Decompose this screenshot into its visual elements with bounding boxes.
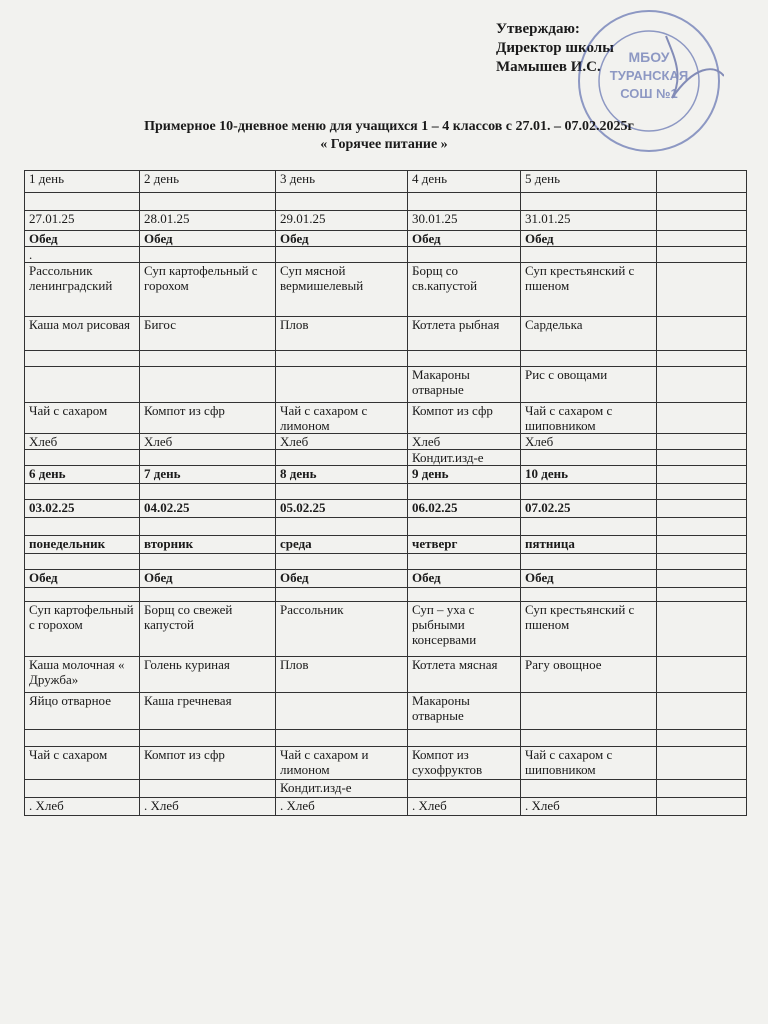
w2-bread-2: . Хлеб (140, 798, 276, 816)
w2-day-7: 7 день (140, 466, 276, 484)
w1-drink-2: Компот из сфр (140, 403, 276, 434)
week1-soup-row (25, 263, 747, 317)
w2-main-5: Рагу овощное (521, 657, 657, 693)
w1-date-1: 27.01.25 (25, 211, 140, 231)
w2-date-2: 04.02.25 (140, 500, 276, 518)
w1-dot: . (25, 247, 140, 263)
w2-day-9: 9 день (408, 466, 521, 484)
w2-weekday-1: понедельник (25, 536, 140, 554)
w1-drink-1: Чай с сахаром (25, 403, 140, 434)
w1-meal-4: Обед (408, 231, 521, 247)
w1-side-4: Макароны отварные (408, 367, 521, 403)
w1-date-2: 28.01.25 (140, 211, 276, 231)
week2-main-row (25, 657, 747, 693)
w2-meal-2: Обед (140, 570, 276, 588)
w2-main-4: Котлета мясная (408, 657, 521, 693)
menu-table (24, 170, 747, 816)
w2-main-3: Плов (276, 657, 408, 693)
w1-soup-2: Суп картофельный с горохом (140, 263, 276, 317)
w1-bread-3: Хлеб (276, 434, 408, 450)
w1-meal-3: Обед (276, 231, 408, 247)
spacer-row (25, 554, 747, 570)
w1-main-1: Каша мол рисовая (25, 317, 140, 351)
w2-date-3: 05.02.25 (276, 500, 408, 518)
w1-date-3: 29.01.25 (276, 211, 408, 231)
w2-weekday-2: вторник (140, 536, 276, 554)
w1-meal-5: Обед (521, 231, 657, 247)
approval-line-1: Утверждаю: (496, 21, 580, 37)
w2-bread-1: . Хлеб (25, 798, 140, 816)
w1-drink-3: Чай с сахаром с лимоном (276, 403, 408, 434)
w2-extra: Кондит.изд-е (276, 780, 408, 798)
w2-meal-4: Обед (408, 570, 521, 588)
spacer-row (25, 518, 747, 536)
approval-line-3: Мамышев И.С. (496, 59, 601, 75)
w2-meal-5: Обед (521, 570, 657, 588)
seal-text-mid: ТУРАНСКАЯ (609, 68, 689, 83)
week1-days-row (25, 171, 747, 193)
week1-side-row (25, 367, 747, 403)
w2-date-1: 03.02.25 (25, 500, 140, 518)
w1-bread-4: Хлеб (408, 434, 521, 450)
w1-extra: Кондит.изд-е (408, 450, 521, 466)
w1-soup-4: Борщ со св.капустой (408, 263, 521, 317)
w2-weekday-4: четверг (408, 536, 521, 554)
w2-day-6: 6 день (25, 466, 140, 484)
w1-main-2: Бигос (140, 317, 276, 351)
week1-drink-row (25, 403, 747, 434)
week2-drink-row (25, 747, 747, 780)
w2-date-5: 07.02.25 (521, 500, 657, 518)
w2-side-2: Каша гречневая (140, 693, 276, 730)
w1-day-5: 5 день (521, 171, 657, 193)
w2-drink-1: Чай с сахаром (25, 747, 140, 780)
w2-main-2: Голень куриная (140, 657, 276, 693)
w1-meal-1: Обед (25, 231, 140, 247)
w2-soup-1: Суп картофельный с горохом (25, 602, 140, 657)
spacer-row (25, 193, 747, 211)
seal-text-bot: СОШ №1 (620, 86, 678, 101)
menu-title (0, 118, 768, 154)
w2-date-4: 06.02.25 (408, 500, 521, 518)
w1-day-3: 3 день (276, 171, 408, 193)
w1-side-5: Рис с овощами (521, 367, 657, 403)
w1-bread-2: Хлеб (140, 434, 276, 450)
week2-side-row (25, 693, 747, 730)
menu-title-line-1: Примерное 10-дневное меню для учащихся 1 – 4 классов с 27.01. – 07.02.2025г (144, 119, 634, 134)
w2-bread-5: . Хлеб (521, 798, 657, 816)
spacer-row (25, 351, 747, 367)
w2-side-5 (521, 693, 657, 730)
week1-meal-row (25, 231, 747, 247)
w2-soup-2: Борщ со свежей капустой (140, 602, 276, 657)
approval-line-2: Директор школы (496, 40, 614, 56)
w1-main-3: Плов (276, 317, 408, 351)
w1-main-5: Сарделька (521, 317, 657, 351)
w1-side-1 (25, 367, 140, 403)
w2-bread-3: . Хлеб (276, 798, 408, 816)
week1-bread-row (25, 434, 747, 450)
w1-soup-5: Суп крестьянский с пшеном (521, 263, 657, 317)
seal-text-top: МБОУ (628, 49, 670, 65)
w2-meal-1: Обед (25, 570, 140, 588)
w1-date-4: 30.01.25 (408, 211, 521, 231)
spacer-row (25, 730, 747, 747)
w2-side-3 (276, 693, 408, 730)
w2-soup-4: Суп – уха с рыбными консервами (408, 602, 521, 657)
w1-date-5: 31.01.25 (521, 211, 657, 231)
spacer-row (25, 484, 747, 500)
w1-main-4: Котлета рыбная (408, 317, 521, 351)
week1-main-row (25, 317, 747, 351)
w1-side-2 (140, 367, 276, 403)
week2-dates-row (25, 500, 747, 518)
week2-soup-row (25, 602, 747, 657)
w1-meal-2: Обед (140, 231, 276, 247)
spacer-row (25, 588, 747, 602)
w2-drink-4: Компот из сухофруктов (408, 747, 521, 780)
w1-soup-3: Суп мясной вермишелевый (276, 263, 408, 317)
w2-meal-3: Обед (276, 570, 408, 588)
w2-side-4: Макароны отварные (408, 693, 521, 730)
w1-day-4: 4 день (408, 171, 521, 193)
week1-dates-row (25, 211, 747, 231)
w2-side-1: Яйцо отварное (25, 693, 140, 730)
w1-side-3 (276, 367, 408, 403)
w2-drink-2: Компот из сфр (140, 747, 276, 780)
w2-soup-5: Суп крестьянский с пшеном (521, 602, 657, 657)
w1-day-1: 1 день (25, 171, 140, 193)
week2-extra-row (25, 780, 747, 798)
w2-day-10: 10 день (521, 466, 657, 484)
week2-weekday-row (25, 536, 747, 554)
week2-meal-row (25, 570, 747, 588)
week1-dot-row (25, 247, 747, 263)
w1-soup-1: Рассольник ленинградский (25, 263, 140, 317)
w2-day-8: 8 день (276, 466, 408, 484)
week1-extra-row (25, 450, 747, 466)
w1-bread-5: Хлеб (521, 434, 657, 450)
w2-soup-3: Рассольник (276, 602, 408, 657)
week2-bread-row (25, 798, 747, 816)
w1-drink-5: Чай с сахаром с шиповником (521, 403, 657, 434)
w1-drink-4: Компот из сфр (408, 403, 521, 434)
week2-days-row (25, 466, 747, 484)
w1-day-2: 2 день (140, 171, 276, 193)
w2-weekday-5: пятница (521, 536, 657, 554)
w2-drink-3: Чай с сахаром и лимоном (276, 747, 408, 780)
w2-drink-5: Чай с сахаром с шиповником (521, 747, 657, 780)
menu-title-line-2: « Горячее питание » (320, 137, 448, 152)
w2-bread-4: . Хлеб (408, 798, 521, 816)
w1-bread-1: Хлеб (25, 434, 140, 450)
w2-weekday-3: среда (276, 536, 408, 554)
w2-main-1: Каша молочная « Дружба» (25, 657, 140, 693)
